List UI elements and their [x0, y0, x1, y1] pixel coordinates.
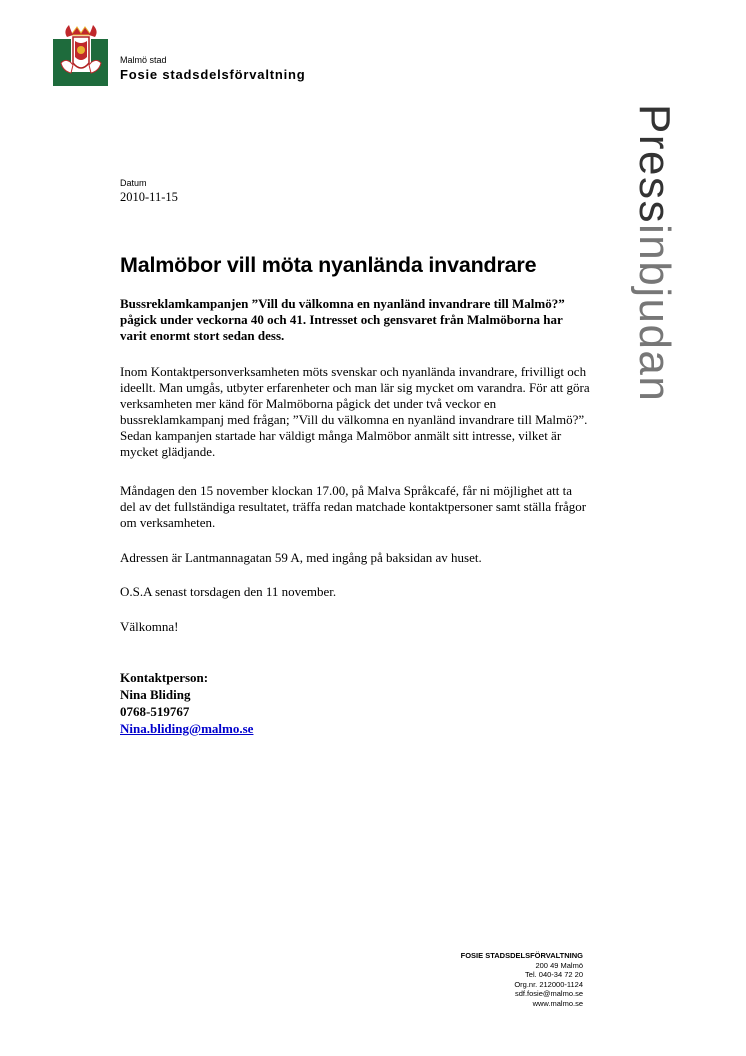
body-paragraph-1: Inom Kontaktpersonverksamheten möts svenskar och nyanlända invandrare, frivilligt och ideellt. Man umgås, utbyter erfarenheter och man lär sig mycket om varandra. För att göra verksamheten mer känd för Malmöborna pågick det under två veckor en bussreklamkampanj med frågan; ”Vill du välkomna en nyanländ invandrare till Malmö?”. Sedan kampanjen startade har väldigt många Malmöbor anmält sitt intresse, vilket är mycket glädjande.: [120, 364, 590, 459]
footer-web: www.malmo.se: [532, 998, 583, 1008]
vertical-document-type: [628, 104, 700, 450]
vertical-word-press: Press: [630, 104, 679, 224]
coat-of-arms-icon: [53, 23, 108, 86]
date-value: 2010-11-15: [120, 190, 178, 204]
footer-org: FOSIE STADSDELSFÖRVALTNING: [460, 951, 583, 960]
date-label: Datum: [120, 178, 147, 188]
body-paragraph-4: O.S.A senast torsdagen den 11 november.: [120, 584, 337, 599]
contact-label: Kontaktperson:: [120, 670, 209, 685]
contact-block: [120, 669, 253, 737]
page-title: Malmöbor vill möta nyanlända invandrare: [120, 253, 537, 277]
body-paragraph-2: Måndagen den 15 november klockan 17.00, på Malva Språkcafé, får ni möjlighet att ta del av det fullständiga resultatet, träffa redan matchade kontaktpersoner samt ställa frågor om verksamheten.: [120, 483, 587, 530]
contact-email-link[interactable]: Nina.bliding@malmo.se: [120, 721, 254, 736]
malmo-logo: [53, 23, 108, 86]
footer-address: [461, 951, 583, 1008]
svg-text:Pressinbjudan: [630, 104, 679, 402]
body-paragraph-3: Adressen är Lantmannagatan 59 A, med ingång på baksidan av huset.: [120, 550, 482, 565]
contact-phone: 0768-519767: [120, 704, 190, 719]
body-paragraph-5: Välkomna!: [120, 619, 179, 634]
vertical-word-inbjudan: inbjudan: [630, 223, 679, 403]
footer-phone: Tel. 040-34 72 20: [525, 970, 583, 979]
contact-name: Nina Bliding: [120, 687, 191, 702]
org-small-name: Malmö stad: [120, 55, 167, 65]
org-department-name: Fosie stadsdelsförvaltning: [120, 67, 306, 82]
footer-email: sdf.fosie@malmo.se: [514, 989, 583, 998]
lead-paragraph: Bussreklamkampanjen ”Vill du välkomna en nyanländ invandrare till Malmö?” pågick under veckorna 40 och 41. Intresset och gensvaret från Malmöborna har varit enormt stort sedan dess.: [120, 296, 565, 343]
footer-postal: 200 49 Malmö: [535, 960, 583, 970]
footer-orgnr: Org.nr. 212000-1124: [514, 979, 583, 989]
